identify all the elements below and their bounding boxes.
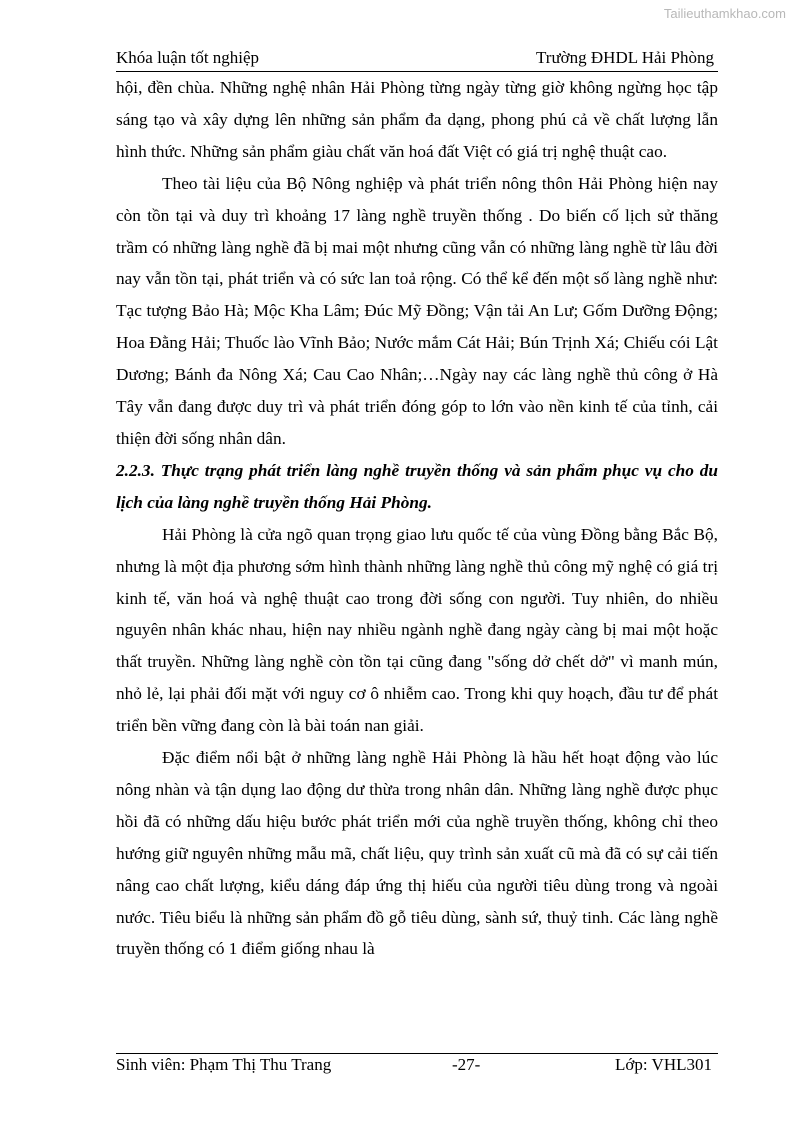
- page-footer: [116, 1055, 718, 1077]
- paragraph-key-characteristics: Đặc điểm nổi bật ở những làng nghề Hải Phòng là hầu hết hoạt động vào lúc nông nhàn và tận dụng lao động dư thừa trong nhân dân. Những làng nghề được phục hồi đã có những dấu hiệu bước phát triển mới của nghề truyền thống, không chỉ theo hướng giữ nguyên những mẫu mã, chất liệu, quy trình sản xuất cũ mà đã có sự cải tiến nâng cao chất lượng, kiểu dáng đáp ứng thị hiếu của người tiêu dùng trong và ngoài nước. Tiêu biểu là những sản phẩm đồ gỗ tiêu dùng, sành sứ, thuỷ tinh. Các làng nghề truyền thống có 1 điểm giống nhau là: [116, 748, 718, 959]
- paragraph-craft-villages-list: Theo tài liệu của Bộ Nông nghiệp và phát triển nông thôn Hải Phòng hiện nay còn tồn tại và duy trì khoảng 17 làng nghề truyền thống . Do biến cố lịch sử thăng trầm có những làng nghề đã bị mai một nhưng cũng vẫn có những làng nghề từ lâu đời nay vẫn tồn tại, phát triển và có sức lan toả rộng. Có thể kể đến một số làng nghề như: Tạc tượng Bảo Hà; Mộc Kha Lâm; Đúc Mỹ Đồng; Vận tải An Lư; Gốm Dưỡng Động; Hoa Đằng Hải; Thuốc lào Vĩnh Bảo; Nước mắm Cát Hải; Bún Trịnh Xá; Chiếu cói Lật Dương; Bánh đa Nông Xá; Cau Cao Nhân;…Ngày nay các làng nghề thủ công ở Hà Tây vẫn đang được duy trì và phát triển đóng góp to lớn vào nền kinh tế của tỉnh, cải thiện đời sống nhân dân.: [116, 173, 718, 448]
- footer-page-number: -27-: [452, 1055, 481, 1074]
- page-header: [116, 48, 718, 70]
- footer-student-name: Sinh viên: Phạm Thị Thu Trang: [116, 1055, 332, 1074]
- footer-class: Lớp: VHL301: [615, 1055, 712, 1074]
- footer-divider: [116, 1053, 718, 1054]
- page-body: [116, 72, 718, 965]
- header-university: Trường ĐHDL Hải Phòng: [536, 48, 714, 67]
- paragraph-hai-phong-gateway: Hải Phòng là cửa ngõ quan trọng giao lưu quốc tế của vùng Đồng bằng Bắc Bộ, nhưng là một địa phương sớm hình thành những làng nghề thủ công mỹ nghệ có giá trị kinh tế, văn hoá và nghệ thuật cao trong đời sống con người. Tuy nhiên, do nhiều nguyên nhân khác nhau, hiện nay nhiều ngành nghề đang ngày càng bị mai một hoặc thất truyền. Những làng nghề còn tồn tại cũng đang "sống dở chết dở" vì manh mún, nhỏ lẻ, lại phải đối mặt với nguy cơ ô nhiễm cao. Trong khi quy hoạch, đầu tư để phát triển bền vững đang còn là bài toán nan giải.: [116, 524, 718, 736]
- paragraph-continued: hội, đền chùa. Những nghệ nhân Hải Phòng từng ngày từng giờ không ngừng học tập sáng tạo và xây dựng lên những sản phẩm đa dạng, phong phú cả về chất lượng lẫn hình thức. Những sản phẩm giàu chất văn hoá đất Việt có giá trị nghệ thuật cao.: [116, 78, 718, 161]
- section-heading-2-2-3: 2.2.3. Thực trạng phát triển làng nghề truyền thống và sản phẩm phục vụ cho du lịch của làng nghề truyền thống Hải Phòng.: [116, 460, 718, 512]
- header-thesis-title: Khóa luận tốt nghiệp: [116, 48, 260, 67]
- watermark: Tailieuthamkhao.com: [663, 6, 786, 21]
